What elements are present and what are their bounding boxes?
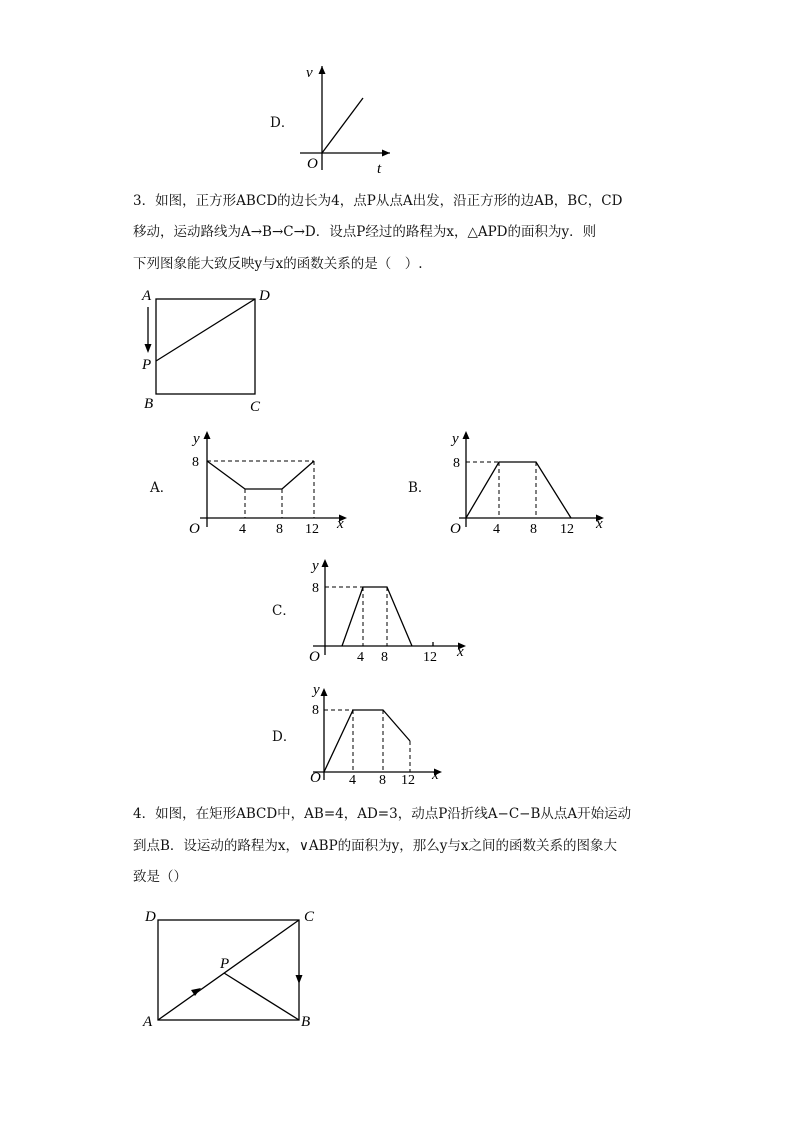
y-tick-8: 8 <box>453 456 460 471</box>
x-tick-8: 8 <box>276 522 283 537</box>
x-axis-arrow-icon <box>382 150 390 157</box>
x-tick-8: 8 <box>530 522 537 537</box>
vertex-b-label: B <box>301 1014 311 1030</box>
x-tick-12: 12 <box>423 650 437 665</box>
vertex-c-label: C <box>250 399 261 415</box>
x-axis-label: x <box>337 516 344 532</box>
x-tick-4: 4 <box>239 522 246 537</box>
q3-option-a-graph <box>185 427 360 537</box>
x-axis-label: x <box>432 767 439 783</box>
vertex-d-label: D <box>145 909 156 925</box>
q2-option-d-label: D． <box>270 115 295 131</box>
x-tick-8: 8 <box>379 773 386 788</box>
q3-option-a-label: A． <box>150 480 174 496</box>
graph-line <box>207 461 314 489</box>
y-axis-arrow-icon <box>322 559 329 567</box>
y-axis-label: y <box>313 682 320 698</box>
origin-label: O <box>310 770 321 786</box>
x-tick-8: 8 <box>381 650 388 665</box>
q3-option-b-label: B． <box>408 480 432 496</box>
x-tick-12: 12 <box>305 522 319 537</box>
q3-option-d-graph <box>303 680 453 790</box>
vertex-c-label: C <box>304 909 315 925</box>
graph-line <box>324 710 410 772</box>
q4-rectangle-figure <box>140 902 325 1037</box>
q3-option-c-label: C． <box>272 603 296 619</box>
y-axis-label: v <box>306 65 313 81</box>
point-p-label: P <box>142 357 152 373</box>
q3-square-figure <box>138 285 278 420</box>
q4-line-1: 4．如图，在矩形ABCD中，AB=4，AD=3，动点P沿折线A−C−B从点A开始运动 <box>133 806 632 822</box>
x-axis-label: x <box>596 516 603 532</box>
y-tick-8: 8 <box>192 455 199 470</box>
segment-pb <box>224 973 299 1020</box>
square-abcd <box>156 299 255 394</box>
q3-line-2: 移动，运动路线为A→B→C→D．设点P经过的路程为x，△APD的面积为y．则 <box>133 224 597 240</box>
y-tick-8: 8 <box>312 703 319 718</box>
q3-line-1: 3．如图，正方形ABCD的边长为4，点P从点A出发，沿正方形的边AB，BC，CD <box>133 193 623 209</box>
q3-option-b-graph <box>444 427 619 537</box>
origin-label: O <box>309 649 320 665</box>
q4-line-2: 到点B．设运动的路程为x，∨ABP的面积为y，那么y与x之间的函数关系的图象大 <box>133 838 618 854</box>
q3-option-c-graph <box>303 555 478 665</box>
vertex-d-label: D <box>259 288 270 304</box>
x-axis-label: t <box>377 161 382 177</box>
y-axis-arrow-icon <box>463 431 470 439</box>
vertex-a-label: A <box>142 288 152 304</box>
y-axis-arrow-icon <box>204 431 211 439</box>
y-axis-arrow-icon <box>319 66 326 74</box>
x-tick-4: 4 <box>493 522 500 537</box>
x-tick-4: 4 <box>357 650 364 665</box>
x-axis-label: x <box>457 644 464 660</box>
q3-option-d-label: D． <box>272 729 297 745</box>
y-axis-arrow-icon <box>321 688 328 696</box>
graph-line <box>466 462 571 518</box>
point-p-label: P <box>220 956 230 972</box>
vertex-a-label: A <box>143 1014 153 1030</box>
x-tick-4: 4 <box>349 773 356 788</box>
x-tick-12: 12 <box>401 773 415 788</box>
graph-line <box>342 587 412 646</box>
y-axis-label: y <box>452 431 459 447</box>
q4-line-3: 致是（） <box>133 869 187 885</box>
graph-line <box>322 98 363 153</box>
y-tick-8: 8 <box>312 581 319 596</box>
origin-label: O <box>189 521 200 537</box>
origin-label: O <box>450 521 461 537</box>
x-tick-12: 12 <box>560 522 574 537</box>
motion-arrow-icon <box>145 344 152 353</box>
y-axis-label: y <box>193 431 200 447</box>
y-axis-label: y <box>312 558 319 574</box>
origin-label: O <box>307 156 318 172</box>
q2-option-d-graph <box>295 60 395 180</box>
vertex-b-label: B <box>144 396 154 412</box>
segment-pd <box>156 299 255 361</box>
q3-line-3: 下列图象能大致反映y与x的函数关系的是（ ）. <box>133 256 423 272</box>
motion-arrow-cb-icon <box>296 975 303 984</box>
